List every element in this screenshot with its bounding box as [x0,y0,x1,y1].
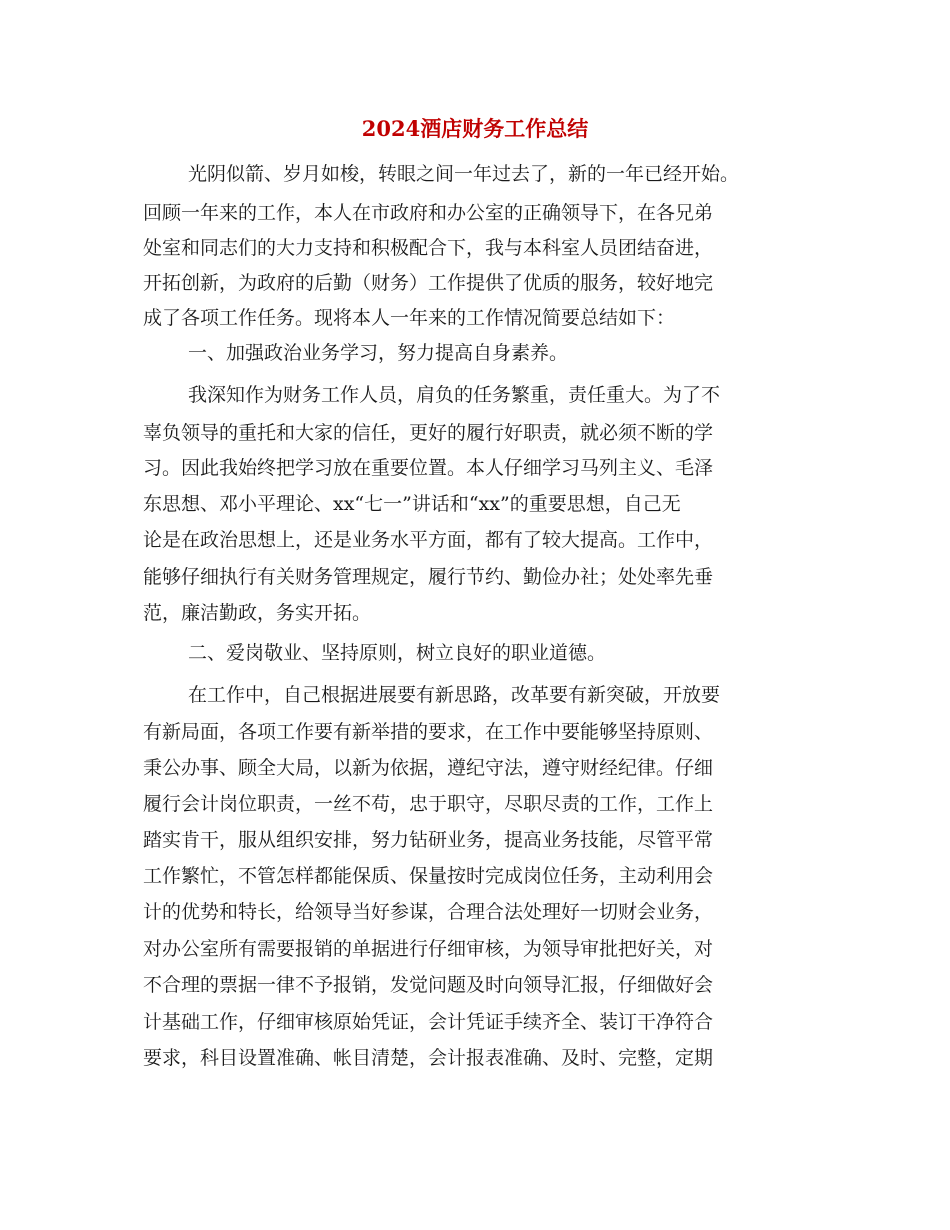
paragraph-line: 要求，科目设置准确、帐目清楚，会计报表准确、及时、完整，定期 [143,1047,714,1069]
paragraph-line: 对办公室所有需要报销的单据进行仔细审核，为领导审批把好关，对 [143,938,714,960]
paragraph-line: 论是在政治思想上，还是业务水平方面，都有了较大提高。工作中， [143,529,714,551]
paragraph-line: 成了各项工作任务。现将本人一年来的工作情况简要总结如下： [143,307,676,329]
document-title: 2024酒店财务工作总结 [361,116,589,141]
paragraph-line: 范，廉洁勤政，务实开拓。 [143,602,372,624]
section-heading: 二、爱岗敬业、坚持原则，树立良好的职业道德。 [188,642,607,664]
paragraph-line: 计的优势和特长，给领导当好参谋，合理合法处理好一切财会业务， [143,901,714,923]
paragraph-line: 在工作中，自己根据进展要有新思路，改革要有新突破，开放要 [188,684,721,706]
paragraph-line: 开拓创新，为政府的后勤（财务）工作提供了优质的服务，较好地完 [143,272,714,294]
paragraph-line: 东思想、邓小平理论、xx“七一”讲话和“xx”的重要思想，自己无 [143,493,681,515]
paragraph-line: 辜负领导的重托和大家的信任，更好的履行好职责，就必须不断的学 [143,422,714,444]
paragraph-line: 不合理的票据一律不予报销，发觉问题及时向领导汇报，仔细做好会 [143,974,714,996]
paragraph-line: 习。因此我始终把学习放在重要位置。本人仔细学习马列主义、毛泽 [143,457,714,479]
paragraph-line: 光阴似箭、岁月如梭，转眼之间一年过去了，新的一年已经开始。 [188,163,740,185]
paragraph-line: 能够仔细执行有关财务管理规定，履行节约、勤俭办社；处处率先垂 [143,566,714,588]
paragraph-line: 工作繁忙，不管怎样都能保质、保量按时完成岗位任务，主动利用会 [143,865,714,887]
paragraph-line: 处室和同志们的大力支持和积极配合下，我与本科室人员团结奋进， [143,237,714,259]
paragraph-line: 计基础工作，仔细审核原始凭证，会计凭证手续齐全、装订干净符合 [143,1011,714,1033]
paragraph-line: 我深知作为财务工作人员，肩负的任务繁重，责任重大。为了不 [188,384,721,406]
paragraph-line: 有新局面，各项工作要有新举措的要求，在工作中要能够坚持原则、 [143,721,714,743]
paragraph-line: 秉公办事、顾全大局，以新为依据，遵纪守法，遵守财经纪律。仔细 [143,757,714,779]
paragraph-line: 履行会计岗位职责，一丝不苟，忠于职守，尽职尽责的工作，工作上 [143,793,714,815]
paragraph-line: 踏实肯干，服从组织安排，努力钻研业务，提高业务技能，尽管平常 [143,829,714,851]
paragraph-line: 回顾一年来的工作，本人在市政府和办公室的正确领导下，在各兄弟 [143,202,714,224]
section-heading: 一、加强政治业务学习，努力提高自身素养。 [188,342,569,364]
